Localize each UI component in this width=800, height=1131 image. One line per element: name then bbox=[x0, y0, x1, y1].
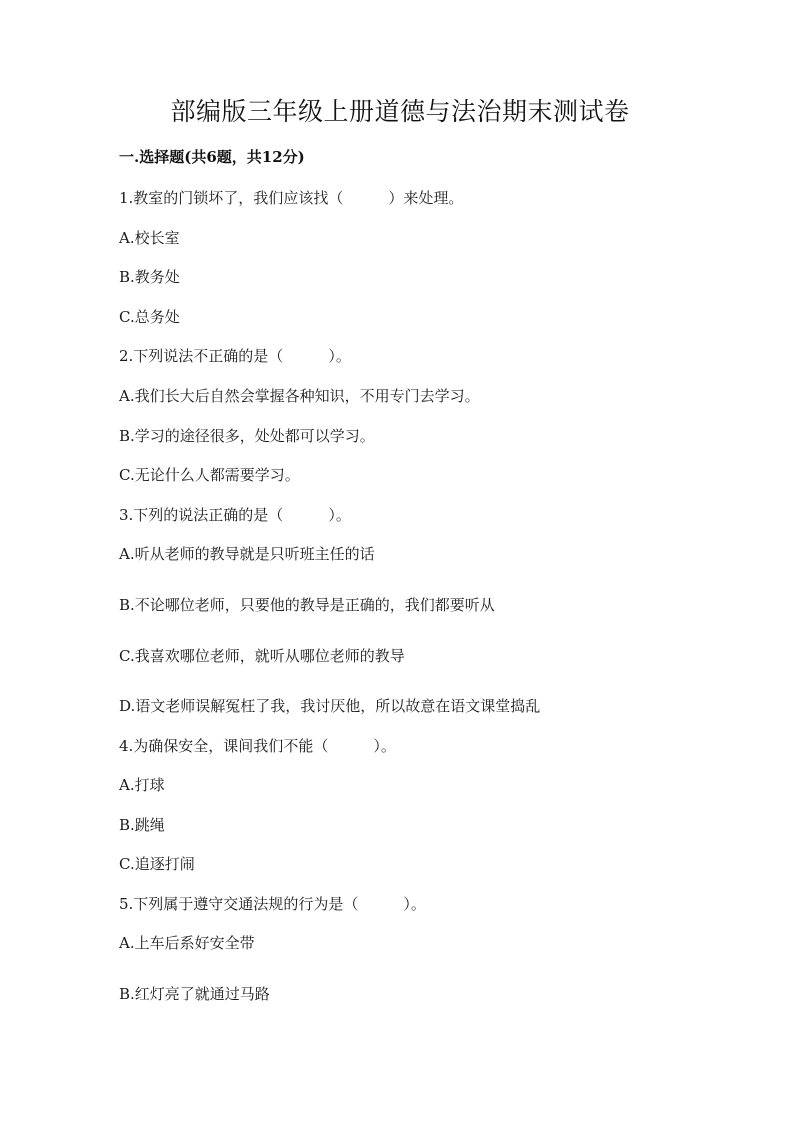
question-2-option-c: C.无论什么人都需要学习。 bbox=[119, 466, 300, 484]
question-1-option-c: C.总务处 bbox=[119, 308, 180, 326]
section-heading: 一.选择题(共6题，共12分) bbox=[119, 148, 305, 166]
question-5-option-a: A.上车后系好安全带 bbox=[119, 934, 255, 952]
question-3-option-c: C.我喜欢哪位老师，就听从哪位老师的教导 bbox=[119, 647, 405, 665]
question-3-stem: 3.下列的说法正确的是（ ）。 bbox=[119, 506, 351, 524]
question-3-option-a: A.听从老师的教导就是只听班主任的话 bbox=[119, 545, 375, 563]
question-3-option-b: B.不论哪位老师，只要他的教导是正确的，我们都要听从 bbox=[119, 596, 495, 614]
question-4-option-a: A.打球 bbox=[119, 776, 165, 794]
question-4-option-c: C.追逐打闹 bbox=[119, 855, 195, 873]
question-5-stem: 5.下列属于遵守交通法规的行为是（ ）。 bbox=[119, 895, 426, 913]
question-1-option-a: A.校长室 bbox=[119, 229, 180, 247]
question-5-option-b: B.红灯亮了就通过马路 bbox=[119, 985, 270, 1003]
question-1-stem: 1.教室的门锁坏了，我们应该找（ ）来处理。 bbox=[119, 189, 464, 207]
page-title: 部编版三年级上册道德与法治期末测试卷 bbox=[170, 97, 630, 126]
question-4-stem: 4.为确保安全，课间我们不能（ ）。 bbox=[119, 737, 396, 755]
question-3-option-d: D.语文老师误解冤枉了我，我讨厌他，所以故意在语文课堂捣乱 bbox=[119, 697, 541, 715]
question-2-option-a: A.我们长大后自然会掌握各种知识，不用专门去学习。 bbox=[119, 387, 480, 405]
question-4-option-b: B.跳绳 bbox=[119, 816, 165, 834]
question-1-option-b: B.教务处 bbox=[119, 268, 180, 286]
question-2-stem: 2.下列说法不正确的是（ ）。 bbox=[119, 347, 351, 365]
question-2-option-b: B.学习的途径很多，处处都可以学习。 bbox=[119, 427, 375, 445]
